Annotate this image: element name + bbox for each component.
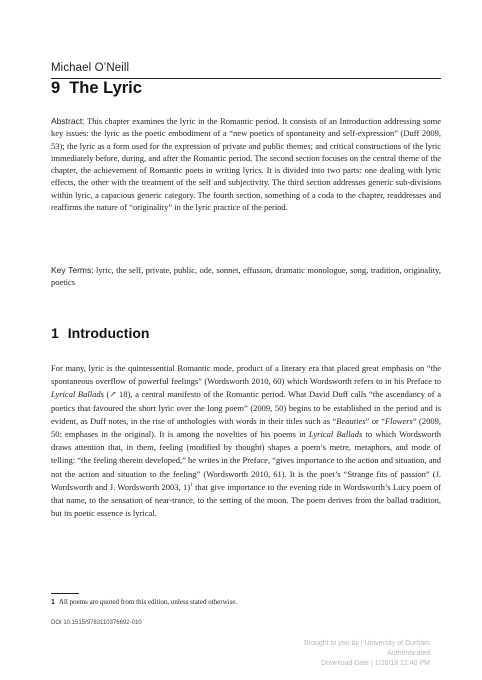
chapter-number: 9: [51, 79, 61, 97]
footnote-number: 1: [51, 599, 55, 606]
body-text-run: ” (2009, 50: emphases in the original). It is among the novelties of his poems in: [51, 415, 441, 440]
chapter-title: [51, 79, 142, 98]
chapter-author: Michael O’Neill: [51, 62, 130, 74]
section-number: 1: [51, 325, 59, 341]
footnote-rule: [51, 593, 79, 594]
italic-title: Lyrical Ballads: [308, 429, 363, 440]
italic-word: Beauties: [336, 415, 366, 426]
body-paragraph: [51, 362, 441, 520]
watermark-line: Authenticated: [387, 650, 430, 657]
abstract-label: Abstract:: [51, 116, 85, 126]
body-text-run: (↗ 18), a central manifesto of the Romantic period. What David Duff calls “the ascendancy of a poetics that favoured the short lyric over the long poem” (2009, 50) begins to be established in the period and is evident, as Duff notes, in the rise of anthologies with words in their titles such as “: [51, 389, 442, 426]
doi: DOI 10.1515/9783110376692-010: [51, 620, 142, 626]
footnote-text: All poems are quoted from this edition, unless stated otherwise.: [58, 598, 238, 606]
abstract: [51, 115, 441, 213]
abstract-text: This chapter examines the lyric in the Romantic period. It consists of an Introduction addressing some key issues: the lyric as the poetic embodiment of a “new poetics of spontaneity and self-expression” (Duff 2009, 53); the lyric as a form used for the expression of private and public themes; and critical constructions of the lyric immediately before, during, and after the Romantic period. The second section focuses on the central theme of the chapter, the achievement of Romantic poets in writing lyrics. It is divided into two parts: one dealing with lyric effects, the other with the treatment of the self and subjectivity. The third section addresses generic sub-divisions within lyric, a capacious generic category. The fourth section, something of a coda to the chapter, readdresses and reaffirms the nature of “originality” in the lyric practice of the period.: [51, 116, 441, 213]
section-heading: [51, 325, 149, 341]
italic-title: Lyrical Ballads: [51, 389, 104, 400]
watermark-line: Brought to you by | University of Durham: [304, 640, 430, 647]
key-terms-label: Key Terms:: [51, 265, 94, 275]
footnote-reference[interactable]: 1: [190, 482, 193, 488]
italic-word: Flowers: [384, 415, 413, 426]
key-terms: [51, 264, 441, 289]
key-terms-text: lyric, the self, private, public, ode, sonnet, effusion, dramatic monologue, song, tradition, originality, poetics: [51, 265, 441, 288]
footnote: [51, 598, 237, 606]
body-text-run: that give importance to the evening ride in Wordsworth’s Lucy poem of that name, to the sensation of near-trance, to the setting of the moon. The poem derives from the ballad tradition, but its poetic essence is lyrical.: [51, 481, 441, 519]
body-text-run: For many, lyric is the quintessential Romantic mode, product of a literary era that placed great emphasis on “the spontaneous overflow of powerful feelings” (Wordsworth 2010, 60) which Wordsworth refers to in his Preface to: [51, 363, 441, 387]
body-text-run: ” or “: [365, 415, 385, 426]
watermark-line: Download Date | 1/26/18 12:40 PM: [321, 660, 430, 667]
section-title: Introduction: [67, 325, 150, 341]
chapter-title-text: The Lyric: [69, 79, 142, 97]
body-text-run: to which Wordsworth draws attention that, in them, feeling (modified by thought) shapes a poem’s metre, metaphors, and mode of telling: “the feeling therein developed,” he writes in the Preface, “gives importance to the action and situation, and not the action and situation to the feeling” (Wordsworth 2010, 61). It is the poet’s “Strange fits of passion” (J. Wordsworth and J. Wordsworth 2003, 1): [51, 429, 441, 492]
